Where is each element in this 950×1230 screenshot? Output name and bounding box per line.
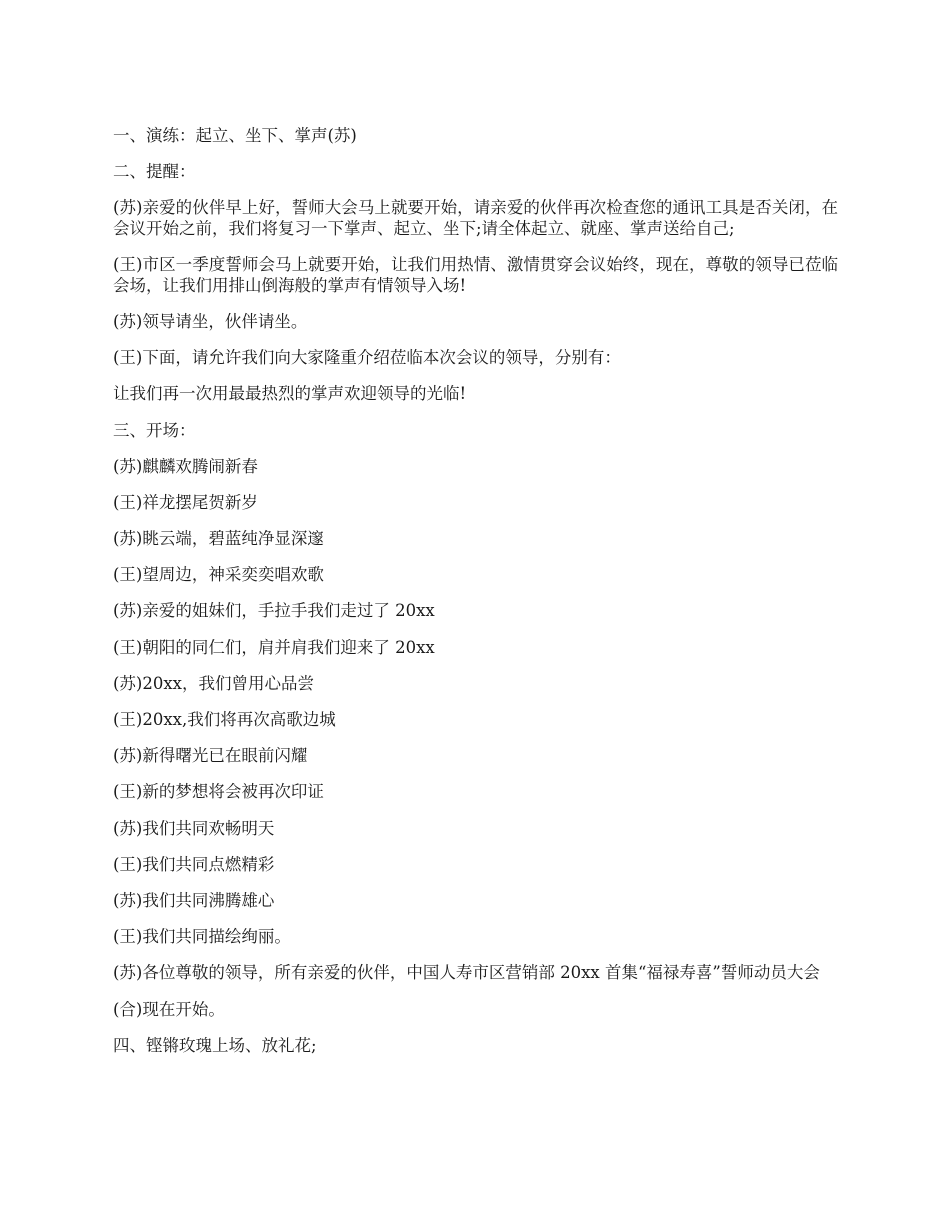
paragraph-section-four-heading: 四、铿锵玫瑰上场、放礼花;: [113, 1035, 317, 1055]
paragraph-line: (苏)眺云端，碧蓝纯净显深邃: [113, 529, 324, 549]
paragraph-please-sit: (苏)领导请坐，伙伴请坐。: [113, 311, 308, 331]
paragraph-introduce-leaders: (王)下面，请允许我们向大家隆重介绍莅临本次会议的领导，分别有：: [113, 348, 621, 368]
paragraph-reminder-su: (苏)亲爱的伙伴早上好，誓师大会马上就要开始，请亲爱的伙伴再次检查您的通讯工具是否关闭，在会议开始之前，我们将复习一下掌声、起立、坐下;请全体起立、就座、掌声送给自己;: [113, 198, 838, 238]
paragraph-line: (苏)麒麟欢腾闹新春: [113, 456, 258, 476]
paragraph-line: (王)望周边，神采奕奕唱欢歌: [113, 565, 324, 585]
paragraph-together-start: (合)现在开始。: [113, 999, 225, 1019]
paragraph-drill: 一、演练：起立、坐下、掌声(苏): [113, 126, 357, 145]
paragraph-opening-heading: 三、开场：: [113, 420, 196, 440]
paragraph-line: (王)我们共同描绘绚丽。: [113, 927, 291, 947]
paragraph-announcement: (苏)各位尊敬的领导，所有亲爱的伙伴，中国人寿市区营销部 20xx 首集“福禄寿喜”誓师动员大会: [113, 963, 820, 983]
paragraph-line: (苏)我们共同欢畅明天: [113, 818, 275, 838]
document-page: [113, 126, 838, 1072]
paragraph-reminder-heading: 二、提醒：: [113, 162, 196, 182]
paragraph-line: (王)我们共同点燃精彩: [113, 854, 275, 874]
paragraph-line: (王)新的梦想将会被再次印证: [113, 782, 324, 802]
paragraph-line: (苏)20xx，我们曾用心品尝: [113, 673, 314, 693]
paragraph-line: (王)朝阳的同仁们，肩并肩我们迎来了 20xx: [113, 637, 435, 657]
paragraph-line: (苏)亲爱的姐妹们，手拉手我们走过了 20xx: [113, 601, 435, 621]
paragraph-line: (王)20xx,我们将再次高歌边城: [113, 710, 336, 729]
paragraph-reminder-wang: (王)市区一季度誓师会马上就要开始，让我们用热情、激情贯穿会议始终，现在，尊敬的领导已莅临会场，让我们用排山倒海般的掌声有情领导入场!: [113, 255, 838, 295]
paragraph-line: (王)祥龙摆尾贺新岁: [113, 492, 258, 512]
paragraph-line: (苏)我们共同沸腾雄心: [113, 890, 275, 910]
paragraph-welcome-applause: 让我们再一次用最最热烈的掌声欢迎领导的光临!: [113, 384, 467, 404]
paragraph-line: (苏)新得曙光已在眼前闪耀: [113, 746, 308, 766]
